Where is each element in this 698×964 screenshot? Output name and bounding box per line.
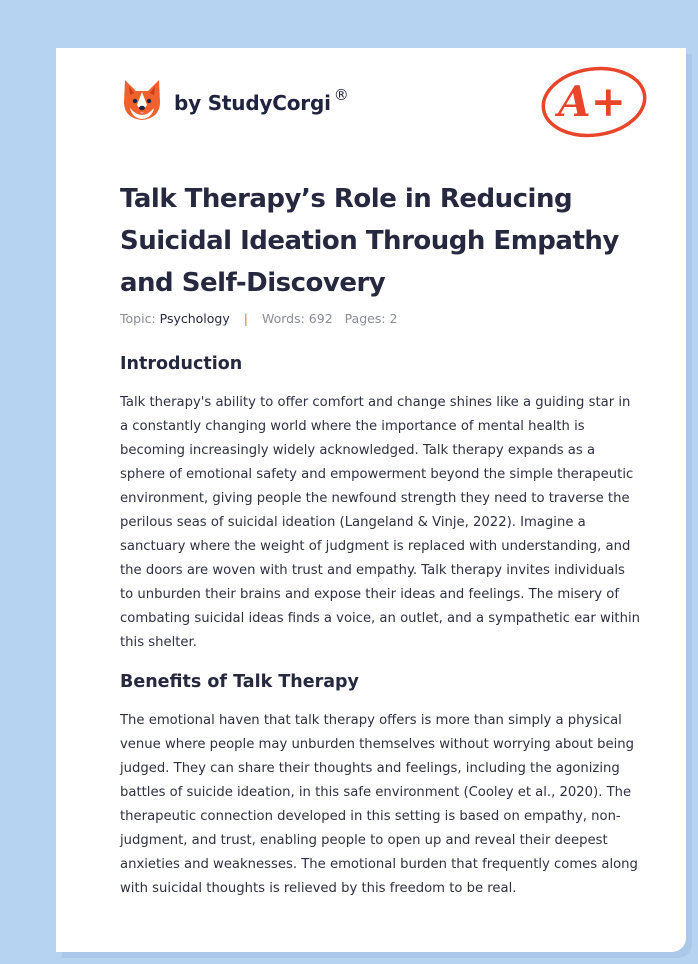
meta-separator: | [243, 311, 248, 326]
grade-badge-icon [538, 60, 648, 140]
pages-value: 2 [389, 311, 398, 326]
topic-label: Topic: [120, 311, 156, 326]
registered-mark: ® [333, 86, 349, 104]
topic-link[interactable]: Psychology [159, 311, 230, 326]
words-label: Words: [261, 311, 305, 326]
section-heading-introduction: Introduction [120, 354, 243, 374]
corgi-logo-icon [122, 78, 162, 122]
section-body-benefits: The emotional haven that talk therapy offers is more than simply a physical venue where people may unburden themselves without worrying about being judged. They can share their thoughts and feelings, including the agonizing battles of suicide ideation, in this safe environment (Cooley et al., 2020). The therapeutic connection developed in this setting is based on empathy, non-judgment, and trust, enabling people to open up and reveal their deepest anxieties and weaknesses. The emotional burden that frequently comes along with suicidal thoughts is relieved by this freedom to be real. [120, 713, 638, 896]
section-body-introduction: Talk therapy's ability to offer comfort and change shines like a guiding star in a constantly changing world where the importance of mental health is becoming increasingly widely acknowledged. Talk therapy expands as a sphere of emotional safety and empowerment beyond the simple therapeutic environment, giving people the newfound strength they need to traverse the perilous seas of suicidal ideation (Langeland & Vinje, 2022). Imagine a sanctuary where the weight of judgment is replaced with understanding, and the doors are woven with trust and empathy. Talk therapy invites individuals to unburden their brains and expose their ideas and feelings. The misery of combating suicidal ideas finds a voice, an outlet, and a sympathetic ear within this shelter. [120, 395, 640, 650]
pages-label: Pages: [344, 311, 386, 326]
document-page [56, 48, 686, 952]
words-value: 692 [308, 311, 333, 326]
document-meta [120, 311, 398, 326]
section-heading-benefits: Benefits of Talk Therapy [120, 672, 359, 692]
brand-name: by StudyCorgi ® [174, 86, 349, 115]
document-title: Talk Therapy’s Role in Reducing Suicidal Ideation Through Empathy and Self-Discovery [120, 184, 619, 298]
grade-badge-label: A+ [558, 77, 626, 126]
brand[interactable] [122, 76, 349, 124]
